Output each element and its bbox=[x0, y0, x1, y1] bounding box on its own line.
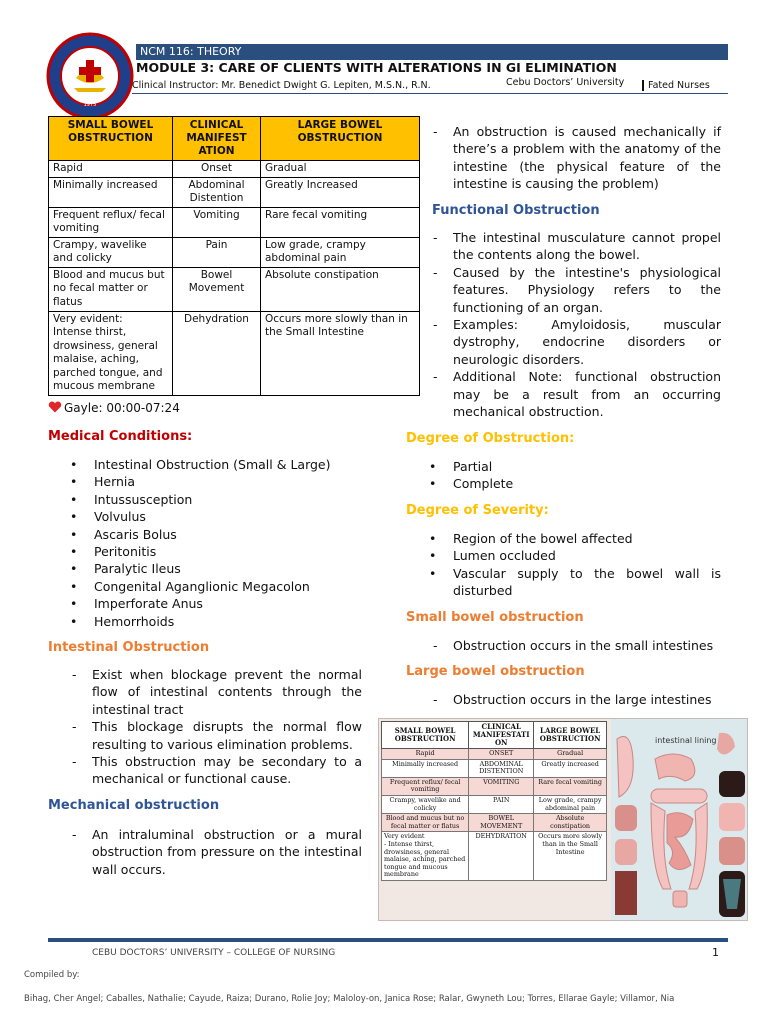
list-item: - Exist when blockage prevent the normal flow of intestinal contents through the intestinal tract bbox=[68, 666, 362, 718]
functional-obstruction-heading: Functional Obstruction bbox=[432, 203, 600, 218]
group-name: Fated Nurses bbox=[642, 80, 710, 91]
list-item: - An intraluminal obstruction or a mural obstruction from pressure on the intestinal wall occurs. bbox=[68, 826, 362, 878]
bowel-obstruction-figure bbox=[378, 718, 748, 921]
large-bowel-list bbox=[429, 691, 721, 708]
list-item: - An obstruction is caused mechanically if there’s a problem with the anatomy of the intestine (the physical feature of the intestine is causing the problem) bbox=[429, 123, 721, 193]
list-item: - Obstruction occurs in the small intestines bbox=[429, 637, 721, 654]
timestamp-note: Gayle: 00:00-07:24 bbox=[48, 401, 180, 415]
list-item: • Region of the bowel affected bbox=[429, 530, 721, 547]
list-item: • Intestinal Obstruction (Small & Large) bbox=[70, 456, 370, 473]
table-header: SMALL BOWEL OBSTRUCTION bbox=[49, 117, 173, 161]
small-bowel-list bbox=[429, 637, 721, 654]
intestinal-obstruction-heading: Intestinal Obstruction bbox=[48, 640, 210, 655]
medical-conditions-heading: Medical Conditions: bbox=[48, 429, 193, 444]
list-item: • Imperforate Anus bbox=[70, 595, 370, 612]
table-header: CLINICAL MANIFEST ATION bbox=[173, 117, 261, 161]
compiler-names: Bihag, Cher Angel; Caballes, Nathalie; Cayude, Raiza; Durano, Rolie Joy; Maloloy-on, Janica Rose; Ralar, Gwyneth Lou; Torres, Ellarae Gayle; Villamor, Nia bbox=[24, 994, 675, 1004]
degree-severity-heading: Degree of Severity: bbox=[406, 503, 549, 518]
course-code: NCM 116: THEORY bbox=[140, 45, 242, 58]
list-item: - Obstruction occurs in the large intestines bbox=[429, 691, 721, 708]
university-name: Cebu Doctors’ University bbox=[506, 77, 625, 88]
table-row: Minimally increased Abdominal Distention Greatly Increased bbox=[49, 177, 420, 207]
list-item: - Additional Note: functional obstruction may be a result from an occurring mechanical obstruction. bbox=[429, 368, 721, 420]
list-item: • Partial bbox=[429, 458, 721, 475]
svg-text:intestinal lining: intestinal lining bbox=[655, 736, 717, 745]
list-item: - Examples: Amyloidosis, muscular dystrophy, endocrine disorders or neurologic disorders. bbox=[429, 316, 721, 368]
intestine-illustration bbox=[611, 719, 748, 921]
page-number: 1 bbox=[712, 946, 719, 959]
table-row: Crampy, wavelike and colicky Pain Low grade, crampy abdominal pain bbox=[49, 237, 420, 267]
mechanical-obstruction-list-right bbox=[429, 123, 721, 193]
table-row: Very evident: Intense thirst, drowsiness, general malaise, aching, parched tongue, and mucous membrane Dehydration Occurs more slowly than in the Small Intestine bbox=[49, 311, 420, 395]
degree-obstruction-list bbox=[429, 458, 721, 493]
table-row: Blood and mucus but no fecal matter or flatus BOWEL MOVEMENT Absolute constipation bbox=[382, 814, 607, 832]
footer-bar bbox=[48, 938, 728, 942]
compiled-label: Compiled by: bbox=[24, 970, 80, 980]
table-row: Crampy, wavelike and colicky PAIN Low grade, crampy abdominal pain bbox=[382, 795, 607, 813]
table-row: Rapid Onset Gradual bbox=[49, 161, 420, 178]
list-item: • Ascaris Bolus bbox=[70, 526, 370, 543]
figure-table: SMALL BOWEL OBSTRUCTION CLINICAL MANIFESTATI ON LARGE BOWEL OBSTRUCTION Rapid ONSET Gradual Minimally increased ABDOMINAL DISTENTION Greatly increased Frequent reflux/ fecal vomiting VOMITING Rare fecal vomiting Crampy, wavelike and colicky PAIN Low grade, crampy abdominal pain Blood and mucus but no fecal matter or flatus BOWEL MOVEMENT Absolute constipation Very evident - Intense thirst, drowsiness, general malaise, aching, parched tongue and mucous membrane DEHYDRATION Occurs more slowly than in the Small Intestine bbox=[381, 721, 607, 881]
list-item: • Peritonitis bbox=[70, 543, 370, 560]
intestinal-obstruction-list bbox=[68, 666, 362, 788]
list-item: • Volvulus bbox=[70, 508, 370, 525]
list-item: • Congenital Aganglionic Megacolon bbox=[70, 578, 370, 595]
university-seal-logo bbox=[46, 32, 134, 120]
intestinal-lining-label bbox=[655, 736, 717, 745]
module-title: MODULE 3: CARE OF CLIENTS WITH ALTERATIONS IN GI ELIMINATION bbox=[136, 60, 617, 75]
table-row: Frequent reflux/ fecal vomiting VOMITING Rare fecal vomiting bbox=[382, 777, 607, 795]
table-row: Blood and mucus but no fecal matter or flatus Bowel Movement Absolute constipation bbox=[49, 267, 420, 311]
list-item: • Vascular supply to the bowel wall is disturbed bbox=[429, 565, 721, 600]
table-header: LARGE BOWEL OBSTRUCTION bbox=[261, 117, 420, 161]
comparison-table bbox=[48, 116, 420, 396]
list-item: • Complete bbox=[429, 475, 721, 492]
heart-icon bbox=[48, 401, 62, 413]
list-item: • Intussusception bbox=[70, 491, 370, 508]
instructor-line bbox=[132, 77, 728, 94]
medical-conditions-list bbox=[70, 456, 370, 630]
degree-obstruction-heading: Degree of Obstruction: bbox=[406, 431, 575, 446]
list-item: - The intestinal musculature cannot propel the contents along the bowel. bbox=[429, 229, 721, 264]
table-row: Very evident - Intense thirst, drowsiness, general malaise, aching, parched tongue and mucous membrane DEHYDRATION Occurs more slowly than in the Small Intestine bbox=[382, 832, 607, 881]
instructor: Clinical Instructor: Mr. Benedict Dwight G. Lepiten, M.S.N., R.N. bbox=[132, 80, 431, 91]
svg-text:1975: 1975 bbox=[83, 102, 97, 108]
large-bowel-heading: Large bowel obstruction bbox=[406, 664, 585, 679]
footer-university: CEBU DOCTORS’ UNIVERSITY – COLLEGE OF NURSING bbox=[92, 948, 336, 958]
list-item: - This blockage disrupts the normal flow resulting to various elimination problems. bbox=[68, 718, 362, 753]
list-item: - This obstruction may be secondary to a mechanical or functional cause. bbox=[68, 753, 362, 788]
list-item: • Hemorrhoids bbox=[70, 613, 370, 630]
list-item: - Caused by the intestine's physiological features. Physiology refers to the functioning of an organ. bbox=[429, 264, 721, 316]
table-row: Minimally increased ABDOMINAL DISTENTION Greatly increased bbox=[382, 759, 607, 777]
course-bar bbox=[136, 44, 728, 60]
list-item: • Paralytic Ileus bbox=[70, 560, 370, 577]
list-item: • Lumen occluded bbox=[429, 547, 721, 564]
list-item: • Hernia bbox=[70, 473, 370, 490]
table-row: Frequent reflux/ fecal vomiting Vomiting Rare fecal vomiting bbox=[49, 207, 420, 237]
table-row: Rapid ONSET Gradual bbox=[382, 749, 607, 760]
functional-obstruction-list bbox=[429, 229, 721, 420]
degree-severity-list bbox=[429, 530, 721, 600]
mechanical-obstruction-list-left bbox=[68, 826, 362, 878]
small-bowel-heading: Small bowel obstruction bbox=[406, 610, 584, 625]
mechanical-obstruction-heading: Mechanical obstruction bbox=[48, 798, 220, 813]
